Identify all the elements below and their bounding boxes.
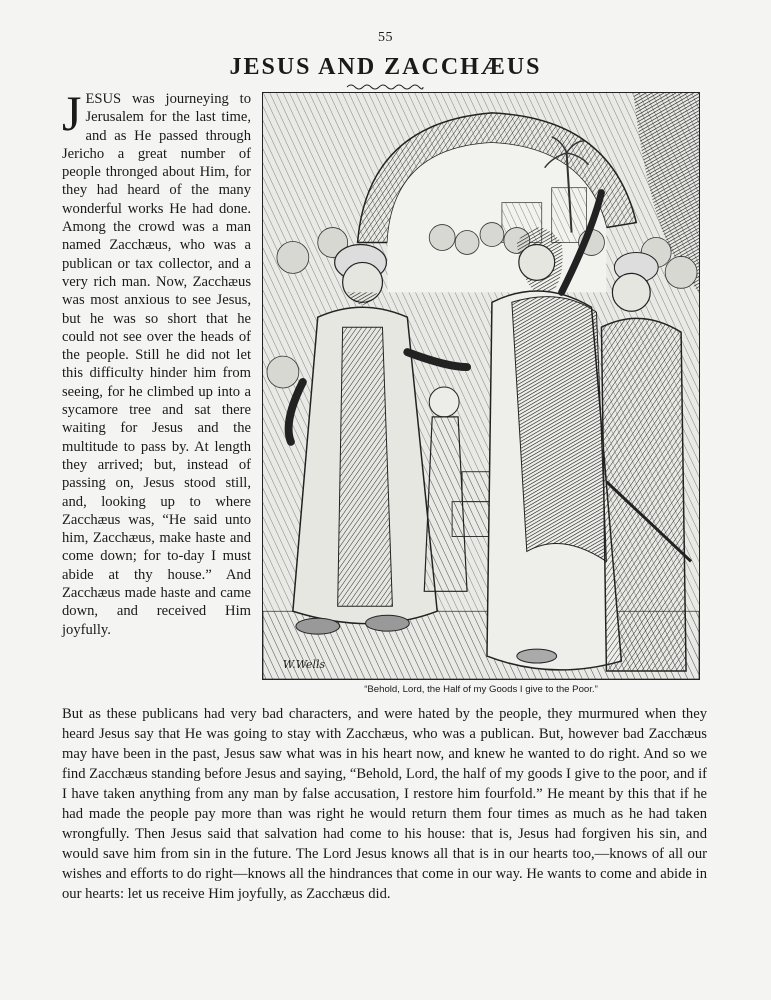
story-paragraph-intro: ESUS was journeying to Jerusalem for the last time, and as He passed through Jericho a great number of people thronged about Him, for they had heard of the many wonderful works He had done. Among the crowd was a man named Zacchæus, who was a publican or tax collector, and a very rich man. Now, Zacchæus was most anxious to see Jesus, but he was so short that he could not see over the heads of the people. Still he did not let this difficulty hinder him from seeing, for he climbed up into a sycamore tree and sat there waiting for Jesus and the multitude to pass by. At length they arrived; but, instead of passing on, Jesus stood still, and, looking up to where Zacchæus was, “He said unto him, Zacchæus, make haste and come down; for to-day I must abide at thy house.” And Zacchæus made haste and came down, and received Him joyfully. <box>62 91 251 638</box>
engraving-scene <box>263 93 699 679</box>
title-ornament <box>345 82 425 92</box>
engraving-illustration <box>262 92 700 680</box>
illustration-caption: “Behold, Lord, the Half of my Goods I give to the Poor.” <box>364 684 598 695</box>
story-column <box>62 85 251 639</box>
drop-cap: J <box>62 85 82 141</box>
page-number: 55 <box>378 30 393 45</box>
engraver-signature: W.Wells <box>282 658 326 672</box>
page-title: JESUS AND ZACCHÆUS <box>229 54 542 80</box>
story-paragraph-body: But as these publicans had very bad characters, and were hated by the people, they murmured when they heard Jesus say that He was going to stay with Zacchæus, who was a publican. But, however bad Zacchæus may have been in the past, Jesus saw what was in his heart now, and knew he wanted to do right. And so we find Zacchæus standing before Jesus and saying, “Behold, Lord, the half of my goods I give to the poor, and if I have taken anything from any man by false accusation, I restore him fourfold.” He meant by this that if he had made the people pay more than was right he would return them four times as much as he had taken wrongfully. Then Jesus said that salvation had come to his house: that is, Jesus had forgiven his sin, and would save him from sin in the future. The Lord Jesus knows all that is in our hearts too,—knows of all our wishes and efforts to do right—knows all the hindrances that come in our way. He wants to come and abide in our hearts: let us receive Him joyfully, as Zacchæus did. <box>62 706 707 902</box>
